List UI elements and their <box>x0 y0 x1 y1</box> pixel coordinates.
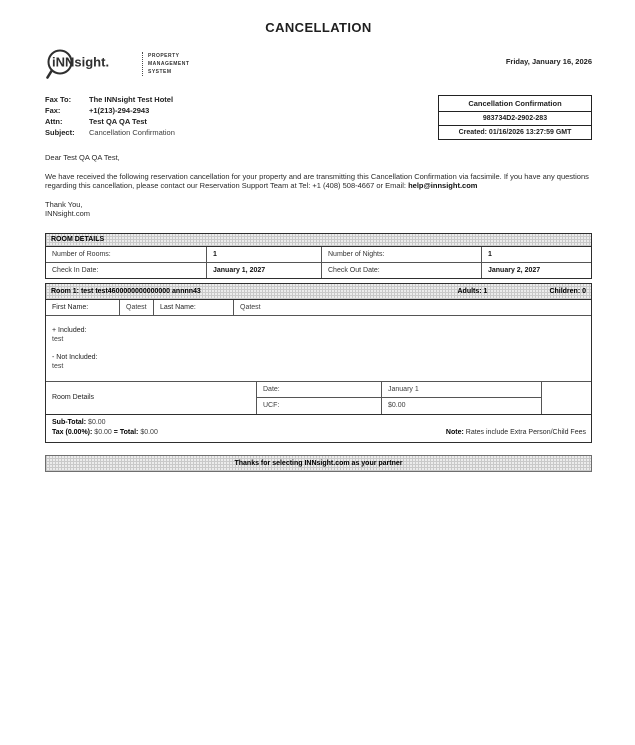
tagline-line: PROPERTY <box>148 53 180 59</box>
room-1-section <box>45 283 592 443</box>
not-included-label: - Not Included: <box>52 353 98 361</box>
last-name-label: Last Name: <box>153 300 233 315</box>
number-of-nights-label: Number of Nights: <box>321 247 481 262</box>
room-1-children: Children: 0 <box>549 287 586 295</box>
date-label: Date: <box>256 382 381 398</box>
tax-total-line <box>52 428 158 438</box>
letter-body <box>45 153 592 219</box>
room-details-header-band: ROOM DETAILS <box>45 233 592 247</box>
confirmation-box-title: Cancellation Confirmation <box>468 99 562 108</box>
number-of-nights-value: 1 <box>481 247 591 262</box>
guest-name-row <box>46 300 591 316</box>
table-row <box>46 247 591 262</box>
attn-line <box>45 116 175 127</box>
confirmation-created: Created: 01/16/2026 13:27:59 GMT <box>439 125 591 139</box>
check-in-date-label: Check In Date: <box>52 266 99 274</box>
last-name-value: Qatest <box>233 300 591 315</box>
fax-number-line <box>45 105 175 116</box>
room-1-adults: Adults: 1 <box>457 287 488 295</box>
room-details-section <box>45 233 592 279</box>
number-of-rooms-value: 1 <box>206 247 321 262</box>
note-text: Rates include Extra Person/Child Fees <box>465 428 586 436</box>
included-label: + Included: <box>52 326 87 334</box>
subject-line <box>45 127 175 138</box>
check-out-date-value: January 2, 2027 <box>481 263 591 278</box>
ucf-label: UCF: <box>256 398 381 414</box>
subtotal-value: $0.00 <box>88 418 106 426</box>
confirmation-box <box>438 95 592 140</box>
footer-thanks-band: Thanks for selecting INNsight.com as your partner <box>45 455 592 472</box>
totals-block <box>52 418 158 438</box>
fax-number-value: +1(213)-294-2943 <box>89 106 150 115</box>
not-included-value: test <box>52 362 64 370</box>
confirmation-id: 983734D2-2902-283 <box>439 111 591 125</box>
total-value: $0.00 <box>140 428 158 436</box>
spacer <box>52 344 585 353</box>
included-amenities-cell <box>46 316 591 382</box>
equals-sign: = <box>113 428 118 436</box>
included-value: test <box>52 335 64 343</box>
fax-to-value: The INNsight Test Hotel <box>89 95 174 104</box>
room-1-header-band <box>46 284 591 300</box>
totals-row <box>46 415 591 442</box>
letter-paragraph <box>45 172 592 191</box>
rates-note <box>446 428 586 438</box>
document-header <box>45 47 592 81</box>
note-label: Note: <box>445 428 464 436</box>
check-out-date-label: Check Out Date: <box>321 263 481 278</box>
support-email: help@innsight.com <box>408 181 478 190</box>
letter-closing-1: Thank You, <box>45 199 83 209</box>
tax-value: $0.00 <box>94 428 112 436</box>
room-rate-details-grid <box>46 382 591 415</box>
room-1-title: Room 1: test test4600000000000000 annnn43 <box>51 287 201 295</box>
fax-header-section <box>45 94 592 140</box>
room-details-label: Room Details <box>52 394 95 401</box>
tagline-line: MANAGEMENT <box>148 61 190 67</box>
room-details-table <box>45 247 592 279</box>
innsight-logo <box>45 47 189 81</box>
letter-closing-2: INNsight.com <box>45 209 91 218</box>
ucf-value: $0.00 <box>381 398 541 414</box>
tax-label: Tax (0.00%): <box>52 428 93 436</box>
table-row <box>46 262 591 278</box>
first-name-value: Qatest <box>119 300 153 315</box>
date-value: January 1 <box>381 382 541 398</box>
document-date: Friday, January 16, 2026 <box>505 57 592 66</box>
tagline-line: SYSTEM <box>148 69 172 75</box>
fax-number-label: Fax: <box>45 106 61 115</box>
subject-label: Subject: <box>45 128 75 137</box>
magnifier-logo-icon <box>45 47 137 81</box>
subject-value: Cancellation Confirmation <box>89 128 175 137</box>
letter-greeting: Dear Test QA QA Test, <box>45 153 120 162</box>
empty-cell <box>541 382 591 414</box>
attn-label: Attn: <box>45 117 63 126</box>
check-in-date-value: January 1, 2027 <box>206 263 321 278</box>
number-of-rooms-label: Number of Rooms: <box>52 250 111 258</box>
subtotal-line <box>52 418 158 428</box>
total-label: Total: <box>119 428 139 436</box>
svg-text:iNNsight.: iNNsight. <box>52 54 110 70</box>
fax-to-line <box>45 94 175 105</box>
attn-value: Test QA QA Test <box>89 117 147 126</box>
logo-tagline <box>142 52 189 76</box>
first-name-label: First Name: <box>52 303 89 311</box>
fax-recipient-block <box>45 94 175 138</box>
page-title: CANCELLATION <box>265 20 372 35</box>
fax-to-label: Fax To: <box>45 95 72 104</box>
subtotal-label: Sub-Total: <box>52 418 87 426</box>
letter-paragraph-text: We have received the following reservation cancellation for your property and are transmitting this Cancellation Confirmation via facsimile. If you have any questions regarding this cancellation, please contact our Reservation Support Team at Tel: +1 (408) 508-4667 or Email: <box>45 171 589 190</box>
